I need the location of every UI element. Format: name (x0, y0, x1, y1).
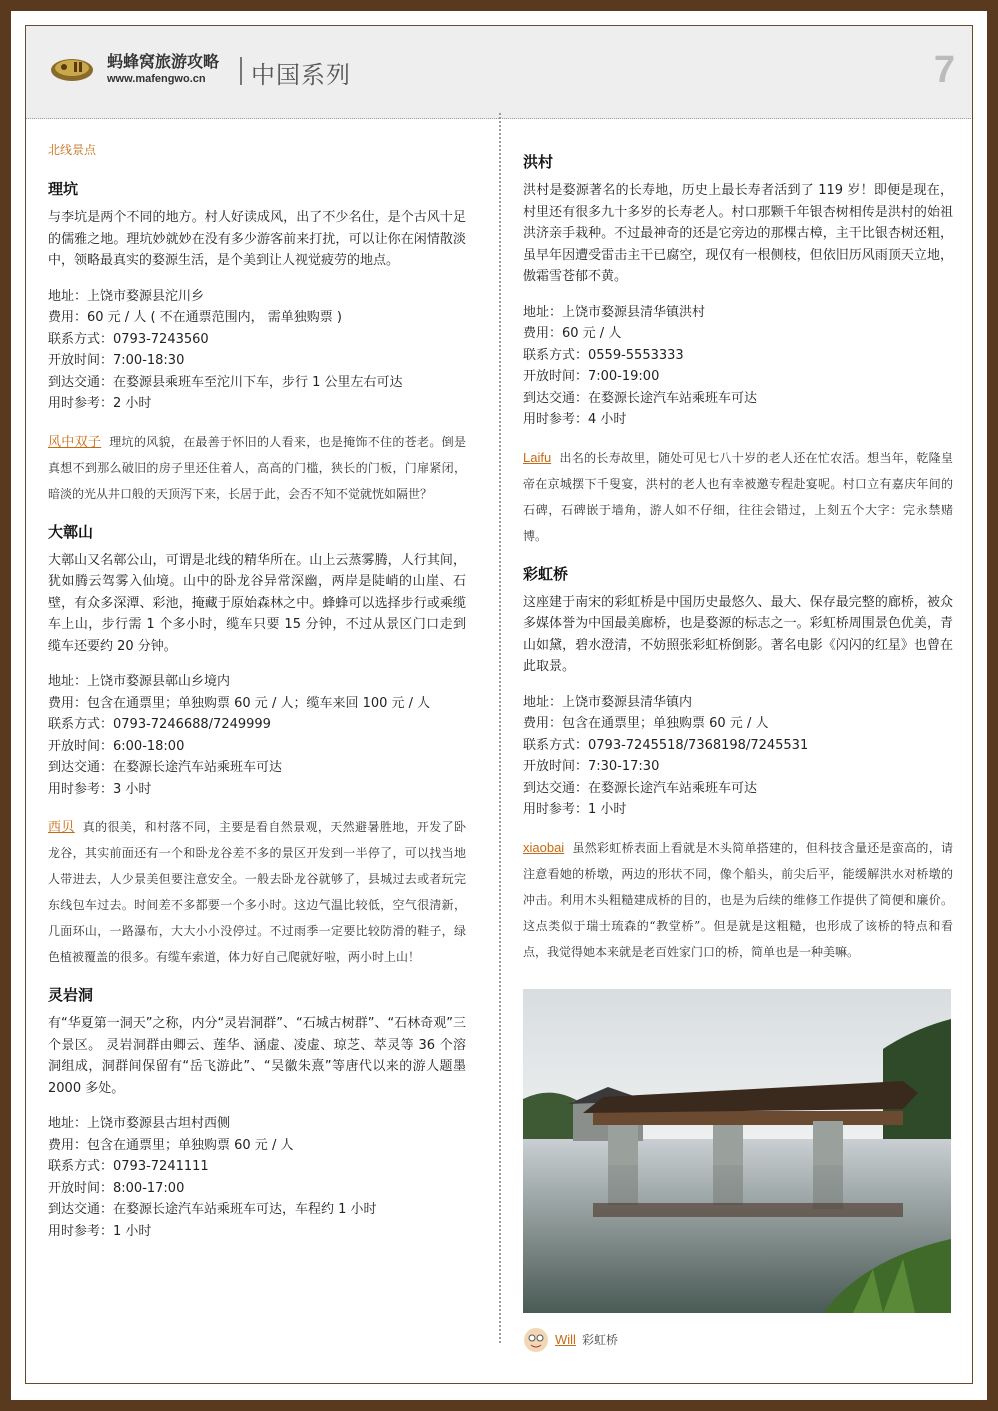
user-quote (48, 814, 466, 970)
spot-desc-hongcun: 洪村是婺源著名的长寿地，历史上最长寿者活到了 119 岁！即便是现在，村里还有很多九十多岁的长寿老人。村口那颗千年银杏树相传是洪村的始祖洪济亲手栽种。不过最神奇的还是它旁边的那棵古樟，主干比银杏树还粗，虽早年因遭受雷击主干已腐空，现仅有一根侧枝，但依旧历风雨顶天立地，傲霜雪苍郁不黄。 (523, 183, 953, 284)
info-line: 费用：包含在通票里；单独购票 60 元 / 人 (48, 1137, 294, 1153)
spot-desc-caihongqiao: 这座建于南宋的彩虹桥是中国历史最悠久、最大、保存最完整的廊桥，被众多媒体誉为中国最美廊桥，也是婺源的标志之一。彩虹桥周围景色优美，青山如黛，碧水澄清，不妨照张彩虹桥倒影。著名电影《闪闪的红星》也曾在此取景。 (523, 594, 953, 674)
quote-text: 出名的长寿故里，随处可见七八十岁的老人还在忙农活。想当年，乾隆皇帝在京城摆下千叟宴，洪村的老人也有幸被邀专程赴宴呢。村口立有嘉庆年间的石碑，石碑嵌于墙角，游人如不仔细，往往会错过，上刻五个大字：完永禁赌博。 (523, 450, 953, 543)
spot-info-likeng (48, 286, 466, 415)
spot-title-hongcun: 洪村 (523, 153, 554, 171)
page-number: 7 (933, 49, 955, 91)
spot-info-hongcun (523, 302, 953, 431)
info-line: 用时参考：2 小时 (48, 396, 152, 411)
info-line: 费用：60 元 / 人 ( 不在通票范围内， 需单独购票 ) (48, 310, 342, 325)
info-line: 联系方式：0793-7243560 (48, 331, 209, 347)
quote-author-link[interactable]: 西贝 (48, 819, 75, 834)
spot-info-dazhangshan (48, 671, 466, 800)
quote-text: 真的很美，和村落不同，主要是看自然景观，天然避暑胜地，开发了卧龙谷，其实前面还有一个和卧龙谷差不多的景区开发到一半停了，可以找当地人带进去，人少景美但要注意安全。一般去卧龙谷就够了，县城过去或者玩完东线包车过去。时间差不多都要一个多小时。这边气温比较低，空气很清新，几面环山，一路瀑布，大大小小没停过。不过雨季一定要比较防滑的鞋子，绿色植被覆盖的很多。有缆车索道，体力好自己爬就好啦，两小时上山！ (48, 820, 466, 964)
info-line: 用时参考：1 小时 (523, 802, 627, 817)
caption-text: 彩虹桥 (581, 1333, 618, 1347)
section-label: 北线景点 (48, 143, 97, 157)
info-line: 地址：上饶市婺源县清华镇洪村 (523, 304, 706, 320)
quote-author-link[interactable]: Laifu (523, 449, 552, 465)
quote-text: 虽然彩虹桥表面上看就是木头简单搭建的，但科技含量还是蛮高的，请注意看她的桥墩，两边的形状不同，像个船头，前尖后平，能缓解洪水对桥墩的冲击。利用木头粗糙建成桥的目的，也是为后续的维修工作提供了简便和廉价。这点类似于瑞士琉森的“教堂桥”。但是就是这粗糙，也形成了该桥的特点和看点，我觉得她本来就是老百姓家门口的桥，简单也是一种美嘛。 (523, 840, 953, 959)
info-line: 到达交通：在婺源长途汽车站乘班车可达，车程约 1 小时 (48, 1202, 377, 1217)
user-quote (523, 835, 953, 965)
page-frame (11, 11, 987, 1400)
info-line: 到达交通：在婺源县乘班车至沱川下车，步行 1 公里左右可达 (48, 374, 403, 390)
spot-desc-dazhangshan: 大鄣山又名鄣公山，可谓是北线的精华所在。山上云蒸雾腾，人行其间，犹如腾云驾雾入仙境。山中的卧龙谷异常深幽，两岸是陡峭的山崖、石壁，有众多深潭、彩池，掩藏于原始森林之中。蜂蜂可以选择步行或乘缆车上山，步行需 1 个多小时，缆车只要 15 分钟，不过从景区门口走到缆车还要约 20 分钟。 (48, 552, 466, 654)
info-line: 费用：包含在通票里；单独购票 60 元 / 人 (523, 716, 769, 731)
info-line: 开放时间：6:00-18:00 (48, 738, 185, 754)
info-line: 用时参考：1 小时 (48, 1223, 152, 1239)
spot-title-dazhangshan: 大鄣山 (48, 522, 94, 541)
info-line: 联系方式：0559-5553333 (523, 347, 684, 363)
photo-caption (523, 1327, 953, 1353)
info-line: 地址：上饶市婺源县沱川乡 (48, 288, 205, 304)
spot-title-lingyandong: 灵岩洞 (48, 986, 94, 1004)
info-line: 到达交通：在婺源长途汽车站乘班车可达 (523, 390, 758, 406)
right-column (523, 129, 953, 1353)
left-column (48, 129, 466, 1256)
info-line: 地址：上饶市婺源县清华镇内 (523, 694, 693, 710)
spot-title-caihongqiao: 彩虹桥 (523, 564, 569, 583)
spot-info-lingyandong (48, 1113, 466, 1242)
rainbow-bridge-photo (523, 989, 951, 1313)
info-line: 开放时间：7:00-18:30 (48, 353, 185, 368)
info-line: 联系方式：0793-7246688/7249999 (48, 717, 271, 732)
spot-desc-lingyandong: 有“华夏第一洞天”之称，内分“灵岩洞群”、“石城古树群”、“石林奇观”三个景区。 灵岩洞群由卿云、莲华、涵虚、凌虚、琼芝、萃灵等 36 个溶洞组成，洞群间保留有“岳飞游此”、“吴徽朱熹”等唐代以来的游人题墨 2000 多处。 (48, 1016, 466, 1096)
user-avatar-icon[interactable] (523, 1327, 549, 1353)
quote-author-link[interactable]: 风中双子 (48, 433, 102, 449)
info-line: 开放时间：7:30-17:30 (523, 759, 660, 774)
info-line: 地址：上饶市婺源县古坦村西侧 (48, 1116, 231, 1131)
info-line: 联系方式：0793-7245518/7368198/7245531 (523, 737, 809, 753)
series-title: 中国系列 (251, 61, 351, 89)
brand-url[interactable]: www.mafengwo.cn (107, 73, 206, 85)
info-line: 到达交通：在婺源长途汽车站乘班车可达 (48, 760, 283, 775)
info-line: 用时参考：4 小时 (523, 412, 627, 427)
quote-text: 理坑的风貌，在最善于怀旧的人看来，也是掩饰不住的苍老。倒是真想不到那么破旧的房子里还住着人，高高的门槛，狭长的门板，门扉紧闭，暗淡的光从井口般的天顶泻下来，长居于此，会否不知不觉就恍如隔世？ (48, 434, 466, 501)
user-quote (48, 429, 466, 507)
info-line: 费用：60 元 / 人 (523, 326, 622, 341)
user-quote (523, 445, 953, 549)
column-divider (499, 113, 501, 1343)
info-line: 费用：包含在通票里；单独购票 60 元 / 人；缆车来回 100 元 / 人 (48, 695, 431, 711)
brand-name: 蚂蜂窝旅游攻略 (107, 52, 220, 71)
info-line: 联系方式：0793-7241111 (48, 1159, 209, 1174)
info-line: 开放时间：7:00-19:00 (523, 369, 660, 384)
quote-author-link[interactable]: xiaobai (523, 839, 565, 855)
caption-author-link[interactable]: Will (555, 1332, 576, 1347)
info-line: 地址：上饶市婺源县鄣山乡境内 (48, 674, 231, 689)
spot-desc-likeng: 与李坑是两个不同的地方。村人好读成风，出了不少名仕，是个古风十足的儒雅之地。理坑妙就妙在没有多少游客前来打扰，可以让你在闲情散淡中，领略最真实的婺源生活，是个美到让人视觉疲劳的地点。 (48, 210, 466, 268)
info-line: 到达交通：在婺源长途汽车站乘班车可达 (523, 780, 758, 796)
spot-info-caihongqiao (523, 692, 953, 821)
info-line: 开放时间：8:00-17:00 (48, 1180, 185, 1196)
info-line: 用时参考：3 小时 (48, 781, 152, 797)
spot-title-likeng: 理坑 (48, 180, 79, 198)
